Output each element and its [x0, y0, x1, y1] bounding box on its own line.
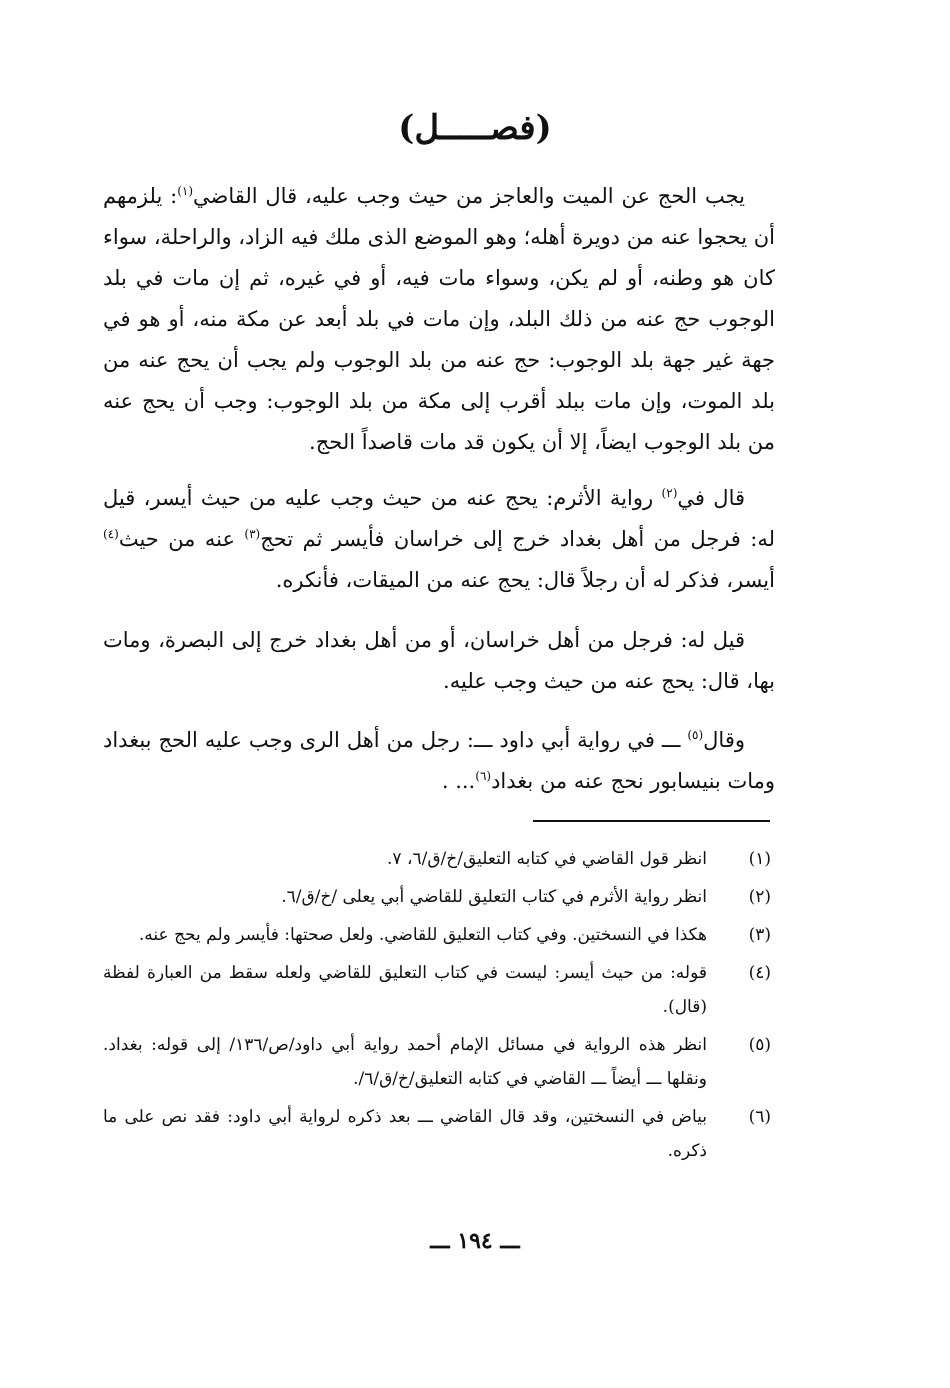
footnote-ref[interactable]: (٦) [475, 769, 492, 783]
paragraph-text: وقال [703, 728, 745, 752]
body-paragraph-3 [103, 620, 775, 702]
paragraph-text: قيل له: فرجل من أهل خراسان، أو من أهل بغداد خرج إلى البصرة، ومات بها، قال: يحج عنه من حيث وجب عليه. [103, 628, 775, 693]
paragraph-text: أيسر، فذكر له أن رجلاً قال: يحج عنه من الميقات، فأنكره. [275, 568, 775, 592]
footnote-item [103, 1028, 775, 1096]
footnote-text: بياض في النسختين، وقد قال القاضي ـــ بعد ذكره لرواية أبي داود: فقد نص على ما ذكره. [103, 1107, 707, 1161]
footnote-number: (٢) [748, 887, 771, 907]
paragraph-text: رواية الأثرم: يحج عنه من حيث وجب عليه من حيث أيسر، قيل له: فرجل من أهل بغداد خرج إلى خراسان فأيسر ثم تحج [103, 486, 775, 551]
footnote-item [103, 1100, 775, 1168]
body-paragraph-1 [103, 176, 775, 463]
footnote-number: (٥) [748, 1035, 771, 1055]
footnote-item [103, 842, 775, 876]
footnote-separator [533, 820, 770, 822]
footnotes [103, 842, 775, 1168]
paragraph-text: ـــ في رواية أبي داود ـــ: رجل من أهل الرى وجب عليه الحج ببغداد ومات بنيسابور نحج عنه من بغداد [103, 728, 775, 793]
paragraph-text: يجب الحج عن الميت والعاجز من حيث وجب عليه، قال القاضي [193, 184, 745, 208]
footnote-ref[interactable]: (٥) [687, 728, 704, 742]
footnote-number: (٦) [748, 1107, 771, 1127]
footnote-number: (١) [748, 849, 771, 869]
paragraph-text: عنه من حيث [118, 527, 245, 551]
footnote-text: هكذا في النسختين. وفي كتاب التعليق للقاضي. ولعل صحتها: فأيسر ولم يحج عنه. [138, 925, 707, 945]
footnote-text: انظر قول القاضي في كتابه التعليق/خ/ق/٦، ٧. [387, 849, 707, 869]
paragraph-text: قال في [677, 486, 746, 510]
paragraph-text: : يلزمهم أن يحجوا عنه من دويرة أهله؛ وهو الموضع الذى ملك فيه الزاد، والراحلة، سواء كان هو وطنه، أو لم يكن، وسواء مات فيه، أو في غيره، ثم إن مات في بلد الوجوب حج عنه من ذلك البلد، وإن مات في بلد أبعد عن مكة منه، أو هو في جهة غير جهة بلد الوجوب: حج عنه من بلد الوجوب ولم يجب أن يحج عنه من بلد الموت، وإن مات ببلد أقرب إلى مكة من بلد الوجوب: وجب أن يحج عنه من بلد الوجوب ايضاً، إلا أن يكون قد مات قاصداً الحج. [103, 184, 775, 454]
footnote-item [103, 918, 775, 952]
footnote-ref[interactable]: (٣) [244, 527, 261, 541]
footnote-number: (٤) [748, 963, 771, 983]
footnote-item [103, 956, 775, 1024]
footnote-ref[interactable]: (٢) [661, 486, 678, 500]
paragraph-text: ... . [441, 769, 476, 793]
page-number: ـــ ١٩٤ ـــ [430, 1228, 520, 1254]
footnote-text: انظر هذه الرواية في مسائل الإمام أحمد رواية أبي داود/ص/١٣٦/ إلى قوله: بغداد. ونقلها ـــ أيضاً ـــ القاضي في كتابه التعليق/خ/ق/٦/. [103, 1035, 707, 1089]
body-paragraph-4 [103, 720, 775, 802]
footnote-text: انظر رواية الأثرم في كتاب التعليق للقاضي أبي يعلى /خ/ق/٦. [281, 887, 707, 907]
footnote-text: قوله: من حيث أيسر: ليست في كتاب التعليق للقاضي ولعله سقط من العبارة لفظة (قال). [103, 963, 707, 1017]
body-paragraph-2 [103, 478, 775, 601]
footnote-ref[interactable]: (٤) [103, 527, 119, 541]
footnote-ref[interactable]: (١) [177, 184, 194, 198]
footnote-item [103, 880, 775, 914]
section-heading: (فصـــــل) [398, 108, 552, 148]
footnote-number: (٣) [748, 925, 771, 945]
